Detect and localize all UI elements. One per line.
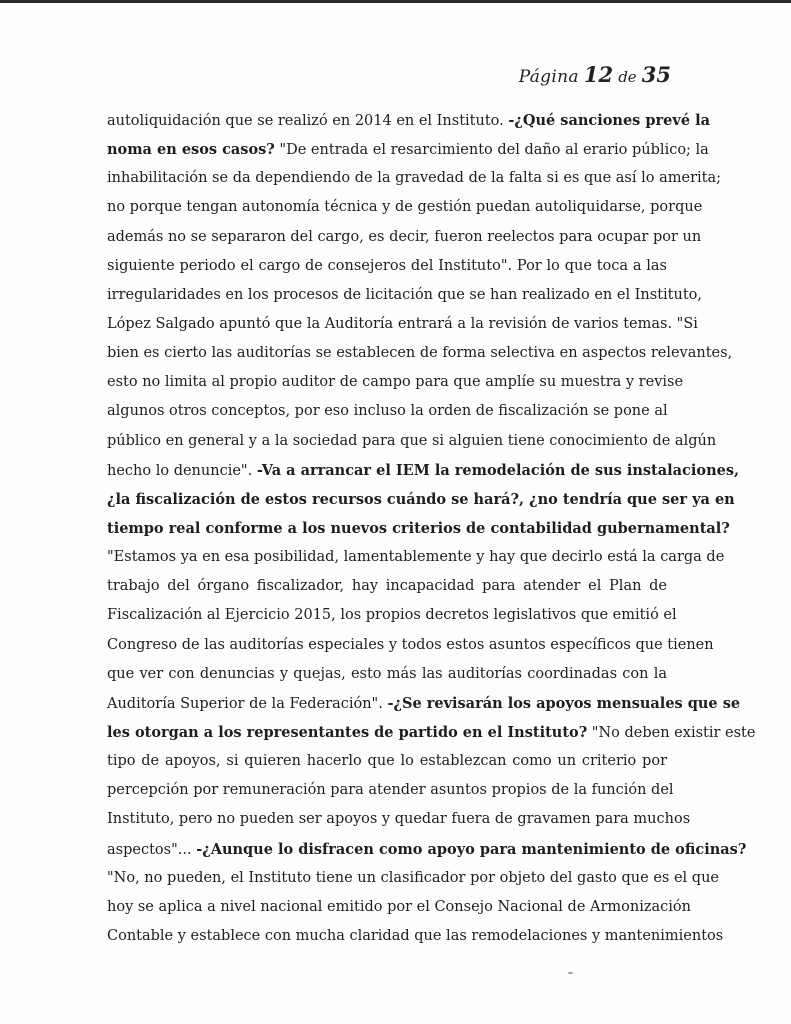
text-line (107, 427, 717, 456)
body-text-span: hoy se aplica a nivel nacional emitido por el Consejo Nacional de Armonización (107, 898, 691, 915)
body-text-span: no porque tengan autonomía técnica y de gestión puedan autoliquidarse, porque (107, 199, 703, 216)
body-text-span: esto no limita al propio auditor de campo para que amplíe su muestra y revise (107, 374, 684, 391)
body-text-span: bien es cierto las auditorías se establecen de forma selectiva en aspectos relevantes, (107, 345, 733, 362)
question-text: -¿Aunque lo disfracen como apoyo para mantenimiento de oficinas? (196, 840, 747, 858)
body-text-span: "Estamos ya en esa posibilidad, lamentablemente y hay que decirlo está la carga de (107, 549, 725, 566)
text-line (107, 281, 702, 310)
text-line (107, 135, 709, 164)
body-text-span: aspectos"... (107, 841, 197, 858)
text-line (107, 543, 725, 572)
text-line (107, 835, 747, 864)
body-text-span: que ver con denuncias y quejas, esto más las auditorías coordinadas con la (107, 665, 667, 682)
text-line (107, 514, 730, 543)
text-line (107, 193, 703, 222)
text-line (107, 631, 714, 660)
question-text: noma en esos casos? (107, 141, 275, 159)
text-line (107, 485, 735, 514)
question-text: tiempo real conforme a los nuevos criterios de contabilidad gubernamental? (107, 519, 730, 537)
scan-speck (568, 972, 573, 974)
question-text: -¿Se revisarán los apoyos mensuales que se (387, 694, 741, 712)
body-text-span: inhabilitación se da dependiendo de la gravedad de la falta si es que así lo amerita; (107, 170, 721, 187)
text-line (107, 223, 702, 252)
text-line (107, 776, 674, 805)
text-line (107, 718, 756, 747)
body-text-span: trabajo del órgano fiscalizador, hay incapacidad para atender el Plan de (107, 578, 667, 595)
text-line (107, 922, 724, 951)
text-line (107, 893, 691, 922)
body-text-span: Contable y establece con mucha claridad que las remodelaciones y mantenimientos (107, 927, 724, 944)
page-number-header (519, 62, 671, 87)
text-line (107, 747, 667, 776)
text-line (107, 397, 667, 426)
body-text-span: Congreso de las auditorías especiales y todos estos asuntos específicos que tienen (107, 636, 714, 653)
text-line (107, 572, 667, 601)
text-line (107, 339, 733, 368)
body-text-span: "De entrada el resarcimiento del daño al erario público; la (274, 142, 709, 159)
text-line (107, 689, 741, 718)
question-text: ¿la fiscalización de estos recursos cuándo se hará?, ¿no tendría que ser ya en (107, 490, 735, 508)
body-text-span: "No deben existir este (587, 724, 756, 741)
text-line (107, 368, 684, 397)
body-text-span: irregularidades en los procesos de licitación que se han realizado en el Instituto, (107, 286, 702, 303)
text-line (107, 106, 710, 135)
body-text-span: algunos otros conceptos, por eso incluso la orden de fiscalización se pone al (107, 403, 668, 420)
body-text-span: Fiscalización al Ejercicio 2015, los propios decretos legislativos que emitió el (107, 607, 677, 624)
text-line (107, 601, 677, 630)
page-total: 35 (641, 62, 671, 87)
body-text-span: Instituto, pero no pueden ser apoyos y quedar fuera de gravamen para muchos (107, 811, 691, 828)
body-text-span: Auditoría Superior de la Federación". (107, 695, 388, 712)
scan-top-edge (0, 0, 791, 3)
body-text-span: público en general y a la sociedad para que si alguien tiene conocimiento de algún (107, 432, 717, 449)
body-text-span: "No, no pueden, el Instituto tiene un clasificador por objeto del gasto que es el que (107, 869, 719, 886)
body-text-span: hecho lo denuncie". (107, 462, 257, 479)
page-word: Página (518, 67, 579, 87)
text-line (107, 164, 721, 193)
body-text-span: autoliquidación que se realizó en 2014 en el Instituto. (107, 113, 509, 129)
body-text-span: además no se separaron del cargo, es decir, fueron reelectos para ocupar por un (107, 228, 702, 245)
text-line (107, 864, 719, 893)
body-text-span: percepción por remuneración para atender asuntos propios de la función del (107, 782, 674, 799)
question-text: -Va a arrancar el IEM la remodelación de sus instalaciones, (256, 461, 740, 479)
text-line (107, 252, 667, 281)
question-text: les otorgan a los representantes de partido en el Instituto? (107, 723, 588, 741)
text-line (107, 660, 667, 689)
text-line (107, 456, 740, 485)
page-of-word: de (618, 68, 637, 86)
question-text: -¿Qué sanciones prevé la (508, 112, 710, 129)
body-text-span: siguiente periodo el cargo de consejeros del Instituto". Por lo que toca a las (107, 257, 667, 274)
body-text-span: López Salgado apuntó que la Auditoría entrará a la revisión de varios temas. "Si (107, 315, 698, 332)
text-line (107, 805, 691, 834)
page-number: 12 (583, 62, 614, 87)
body-text (107, 106, 756, 951)
text-line (107, 310, 698, 339)
body-text-span: tipo de apoyos, si quieren hacerlo que lo establezcan como un criterio por (107, 753, 667, 770)
